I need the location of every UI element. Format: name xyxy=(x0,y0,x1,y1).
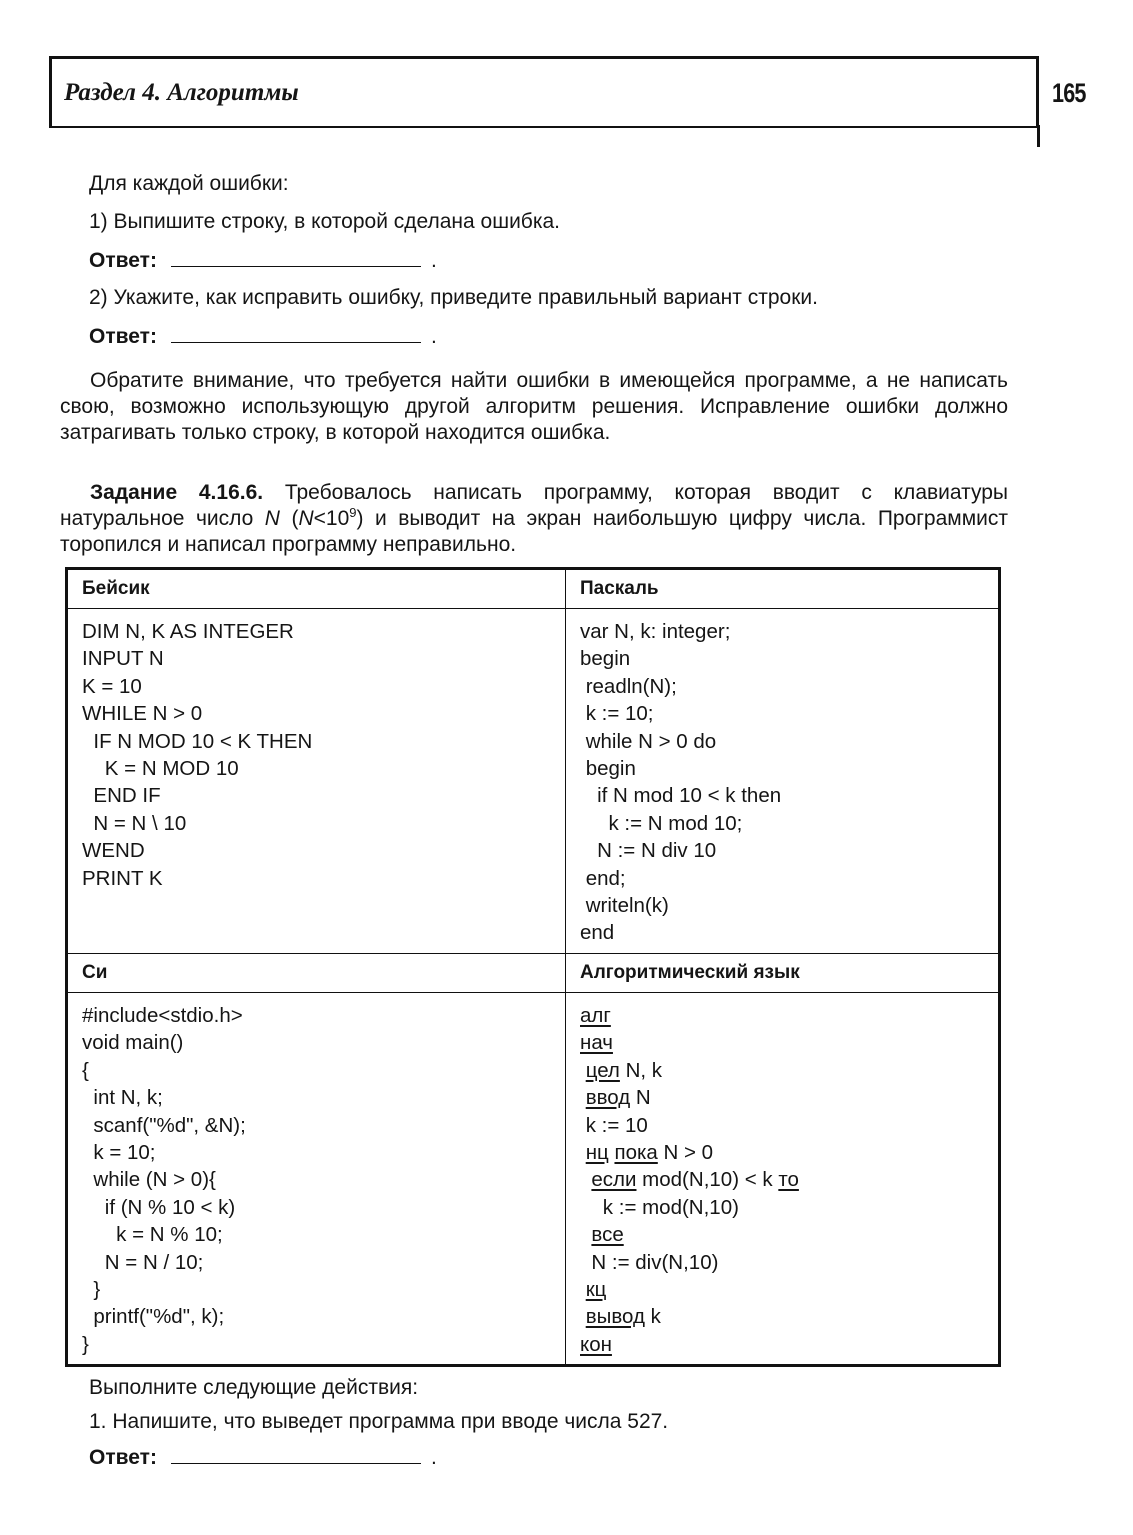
code-line xyxy=(580,1002,998,1029)
code-table xyxy=(65,567,1001,1367)
answer-dot: . xyxy=(430,325,437,348)
code-line: цел N, k xyxy=(585,1058,663,1082)
code-line: DIM N, K AS INTEGER xyxy=(82,620,294,643)
code-line: WHILE N > 0 xyxy=(82,702,203,726)
basic-header: Бейсик xyxy=(67,569,566,609)
section-header xyxy=(49,56,1039,128)
keyword: кц xyxy=(585,1277,607,1301)
code-line: N = N / 10; xyxy=(82,1250,204,1274)
answer-label: Ответ: xyxy=(89,1446,157,1469)
keyword: все xyxy=(591,1223,624,1247)
code-line: k := mod(N,10) xyxy=(602,1195,739,1219)
keyword: кон xyxy=(580,1332,612,1356)
keyword: нач xyxy=(580,1031,613,1055)
answer-blank[interactable] xyxy=(171,324,421,343)
code-line: readln(N); xyxy=(580,674,677,698)
answer-line-2 xyxy=(89,324,437,349)
actions-title: Выполните следующие действия: xyxy=(89,1376,419,1399)
step2-text: 2) Укажите, как исправить ошибку, приведите правильный вариант строки. xyxy=(89,286,818,309)
pascal-code-cell xyxy=(566,609,1000,954)
code-line: PRINT K xyxy=(82,866,163,890)
code-line xyxy=(580,1331,998,1358)
keyword: вывод xyxy=(585,1305,645,1329)
task-paragraph: Задание 4.16.6. Требовалось написать программу, которая вводит с клавиатуры натуральное число N $(N<10^9)$ и выводит на экран наибольшую цифру числа. Программист торопился и написал программу неправильно. xyxy=(60,481,1009,556)
code-line: begin xyxy=(580,757,636,781)
pascal-code xyxy=(566,609,998,953)
code-line: var N, k: integer; xyxy=(580,620,731,643)
code-line: N := N div 10 xyxy=(580,839,717,863)
code-line: begin xyxy=(580,647,631,671)
code-line: ввод N xyxy=(585,1086,651,1110)
code-line: нц пока N > 0 xyxy=(585,1140,714,1164)
keyword: цел xyxy=(585,1058,620,1082)
c-header: Си xyxy=(67,953,566,992)
code-line: k := 10; xyxy=(580,702,654,726)
code-line: if N mod 10 < k then xyxy=(580,784,782,808)
code-line xyxy=(580,1029,998,1056)
keyword: ввод xyxy=(585,1086,631,1110)
code-line: end; xyxy=(580,866,626,890)
c-code-cell xyxy=(67,992,566,1365)
algo-code xyxy=(566,993,998,1364)
basic-code xyxy=(68,609,565,898)
code-line: printf("%d", k); xyxy=(82,1305,225,1329)
code-line: k := 10 xyxy=(585,1113,648,1137)
for-each-error-text: Для каждой ошибки: xyxy=(89,172,289,195)
answer-blank[interactable] xyxy=(171,248,421,267)
answer-line-1 xyxy=(89,248,437,273)
code-line: while (N > 0){ xyxy=(82,1168,216,1192)
code-line: end xyxy=(580,921,615,945)
code-line: END IF xyxy=(82,784,161,808)
basic-code-cell xyxy=(67,609,566,954)
note-paragraph: Обратите внимание, что требуется найти ошибки в имеющейся программе, а не написать свою, возможно использующую другой алгоритм решения. Исправление ошибки должно затрагивать только строку, в которой находится ошибка. xyxy=(60,369,1008,444)
keyword: пока xyxy=(614,1140,658,1164)
code-line: writeln(k) xyxy=(580,894,669,918)
answer-label: Ответ: xyxy=(89,325,157,348)
c-code xyxy=(68,993,565,1364)
code-line xyxy=(580,1221,998,1248)
answer-label: Ответ: xyxy=(89,249,157,272)
code-line: WEND xyxy=(82,839,145,863)
keyword: то xyxy=(778,1168,799,1192)
keyword: нц xyxy=(585,1140,609,1164)
code-line: если mod(N,10) < k то xyxy=(591,1168,799,1192)
pascal-header: Паскаль xyxy=(566,569,1000,609)
task-label: Задание 4.16.6. xyxy=(90,481,264,504)
step1-text: 1) Выпишите строку, в которой сделана ошибка. xyxy=(89,210,560,233)
code-line: K = 10 xyxy=(82,674,142,698)
algo-header: Алгоритмический язык xyxy=(566,953,1000,992)
code-line: scanf("%d", &N); xyxy=(82,1113,246,1137)
answer-blank[interactable] xyxy=(171,1445,421,1464)
code-line: N := div(N,10) xyxy=(591,1250,719,1274)
code-line: IF N MOD 10 < K THEN xyxy=(82,729,313,753)
keyword: если xyxy=(591,1168,637,1192)
code-line: if (N % 10 < k) xyxy=(82,1195,236,1219)
section-title: Раздел 4. Алгоритмы xyxy=(64,79,299,106)
code-line: #include<stdio.h> xyxy=(82,1003,243,1027)
code-line: } xyxy=(82,1332,89,1356)
code-line: } xyxy=(82,1277,101,1301)
code-line: void main() xyxy=(82,1031,184,1055)
code-line: int N, k; xyxy=(82,1086,163,1110)
code-line: N = N \ 10 xyxy=(82,811,187,835)
code-line: INPUT N xyxy=(82,647,164,671)
code-line: вывод k xyxy=(585,1305,661,1329)
code-line: { xyxy=(82,1058,89,1082)
code-line: K = N MOD 10 xyxy=(82,757,239,781)
code-line xyxy=(580,1276,998,1303)
answer-line-3 xyxy=(89,1445,437,1470)
code-line: while N > 0 do xyxy=(580,729,717,753)
keyword: алг xyxy=(580,1003,611,1027)
answer-dot: . xyxy=(430,249,437,272)
code-line: k := N mod 10; xyxy=(580,811,743,835)
code-line: k = N % 10; xyxy=(82,1223,223,1247)
answer-dot: . xyxy=(430,1446,437,1469)
algo-code-cell xyxy=(566,992,1000,1365)
page-number: 165 xyxy=(1052,78,1086,108)
code-line: k = 10; xyxy=(82,1140,156,1164)
actions-step1: 1. Напишите, что выведет программа при вводе числа 527. xyxy=(89,1410,669,1433)
